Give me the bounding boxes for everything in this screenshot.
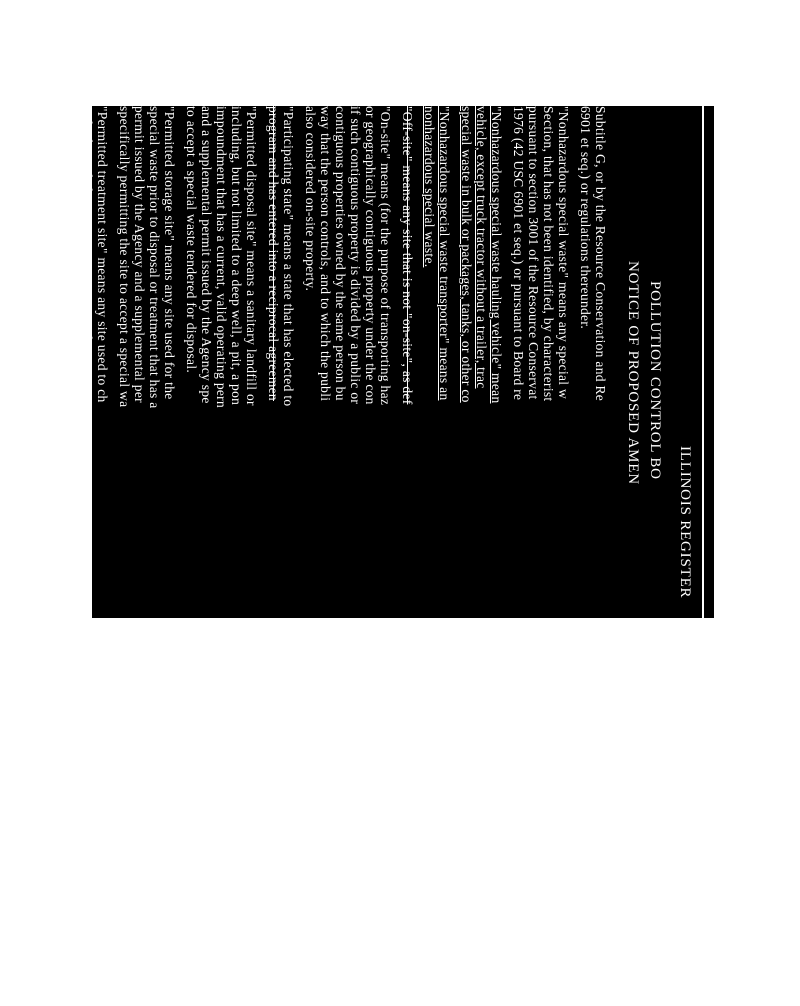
text-line: pursuant to section 3001 of the Resource Conservat bbox=[526, 106, 541, 400]
register-title: ILLINOIS REGISTER bbox=[677, 446, 693, 599]
text-line: also considered on-site property. bbox=[303, 106, 318, 292]
rotated-text-block bbox=[80, 106, 700, 1006]
text-line: permit issued by the Agency and a supplemental per bbox=[132, 106, 147, 403]
text-line: "Participating state" means a state that has elected to bbox=[281, 106, 296, 407]
underlined-text-line: vehicle, except truck tractor without a trailer, trac bbox=[474, 106, 489, 389]
text-line: if such contiguous property is divided by a public or bbox=[348, 106, 363, 405]
text-line: including, but not limited to a deep well, a pit, a pon bbox=[229, 106, 244, 406]
text-line: way that the person controls, and to which the publi bbox=[318, 106, 333, 402]
page-edge-line bbox=[702, 106, 704, 618]
notice-title: NOTICE OF PROPOSED AMEN bbox=[625, 261, 641, 485]
text-line: 6901 et seq.) or regulations thereunder. bbox=[578, 106, 593, 330]
text-line: or biological character or composition of any specia bbox=[80, 106, 95, 403]
text-line: "On-site" means (for the purpose of transporting haz bbox=[378, 106, 393, 406]
text-line: "Permitted treatment site" means any site used to ch bbox=[95, 106, 110, 403]
text-line: or geographically contiguous property under the con bbox=[363, 106, 378, 405]
underlined-text-line: "Nonhazardous special waste hauling vehicle" mean bbox=[489, 106, 504, 404]
text-line: Subtitle G, or by the Resource Conservation and Re bbox=[593, 106, 608, 402]
text-line: impoundment that has a current, valid operating pern bbox=[214, 106, 229, 409]
struck-text-line: "Off-site" means any site that is not "on-site", as def bbox=[400, 106, 415, 405]
underlined-text-line: special waste in bulk or packages, tanks, or other co bbox=[459, 106, 474, 403]
underlined-text-line: nonhazardous special waste. bbox=[422, 106, 437, 268]
text-line: Section, that has not been identified, by characterist bbox=[541, 106, 556, 402]
text-line: "Permitted disposal site" means a sanitary landfill or bbox=[244, 106, 259, 406]
text-line: and a supplemental permit issued by the Agency spe bbox=[199, 106, 214, 404]
text-line: contiguous properties owned by the same person bu bbox=[333, 106, 348, 401]
text-line: 1976 (42 USC 6901 et seq.) or pursuant to Board re bbox=[511, 106, 526, 401]
text-line: specifically permitting the site to accept a special wa bbox=[117, 106, 132, 408]
underlined-text-line: "Nonhazardous special waste transporter" means an bbox=[437, 106, 452, 401]
text-line: to accept a special waste tendered for disposal. bbox=[184, 106, 199, 374]
struck-text-line: program and has entered into a reciprocal agreemen bbox=[266, 106, 281, 401]
board-title: POLLUTION CONTROL BO bbox=[647, 281, 663, 480]
text-line: "Nonhazardous special waste" means any special w bbox=[556, 106, 571, 400]
text-line: "Permitted storage site" means any site used for the bbox=[162, 106, 177, 400]
text-line: special waste prior to disposal or treatment that has a bbox=[147, 106, 162, 409]
scanned-document-page bbox=[80, 106, 714, 618]
